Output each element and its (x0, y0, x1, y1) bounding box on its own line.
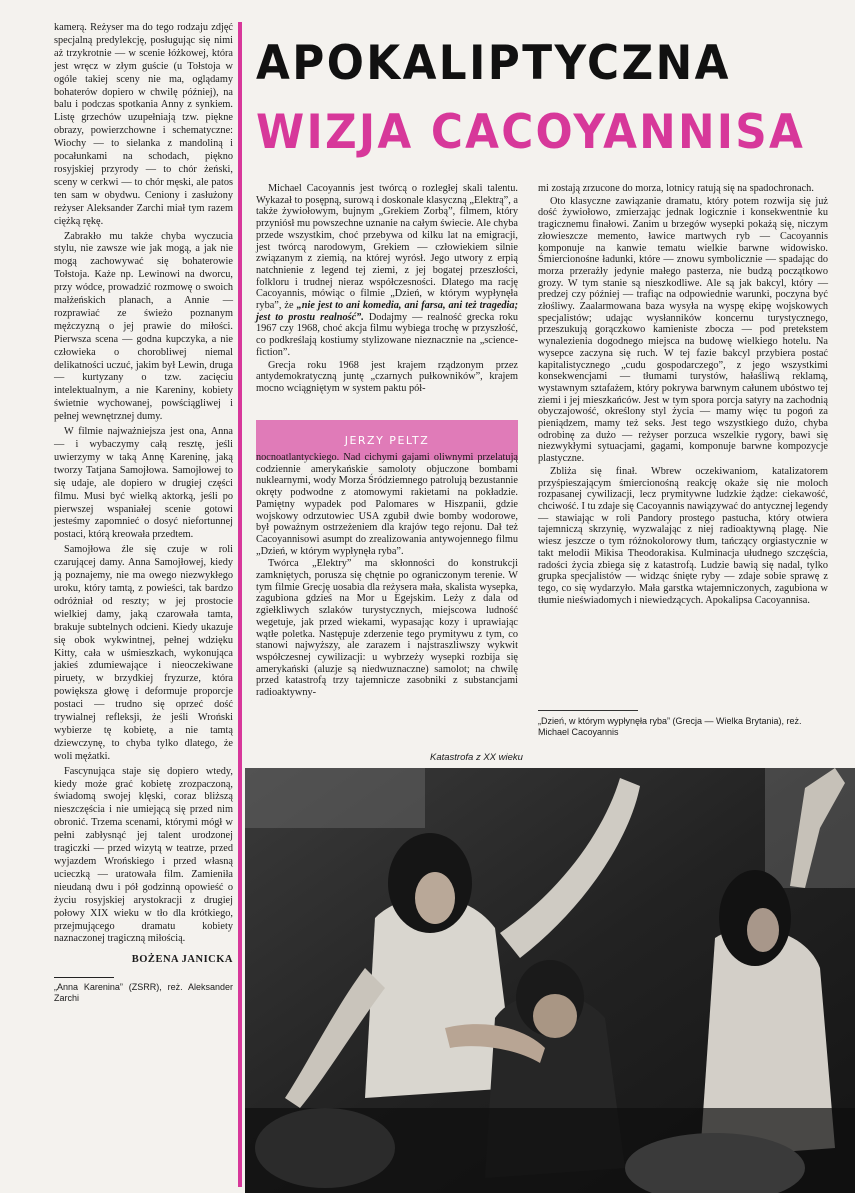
left-paragraph: Zabrakło mu także chyba wyczucia stylu, nie zawsze wie jak mogą, a jak nie mogą zachowywać się bohaterowie Tołstoja. Każe np. Lewinowi na dworcu, przy wódce, prowadzić rozmowę o swoich małżeńskich planach, a Annie — rozprawiać ze świeżo poznanym mężczyzną o jej prawie do miłości. Pierwsza scena — godna kupczyka, a nie człowieka o chorobliwej niemal delikatności uczuć, jakim był Lewin, druga — kurtyzany o tzw. zacięciu intelektualnym, a nie Kareniny, kobiety świetnie wychowanej, powściągliwej i pełnej wewnętrznej dumy. (54, 230, 233, 423)
article-paragraph: mi zostają zrzucone do morza, lotnicy ratują się na spadochronach. (538, 183, 814, 194)
photo-illustration (245, 768, 855, 1193)
article-paragraph: Oto klasyczne zawiązanie dramatu, który potem rozwija się już dość żywiołowo, zmierzając jednak logicznie i konsekwentnie ku tragicznemu finałowi. Zanim u brzegów wysepki pokażą się, niczym złowieszcze memento, ławice martwych ryb — Cacoyannis komponuje na kanwie tematu wielkie barwne widowisko. Śmiercionośne ładunki, które — znowu symbolicznie — spadając do morza przerażły jedynie małego pasterza, nie budzą początkowo grozy. W tym stanie są nieszkodliwe. Ale są jak bakcyl, który — predzej czy później — trafiąc na odpowiednie warunki, poczyna być złośliwy. Zaalarmowana baza wysyła na wyspę ekipę wojskowych specjalistów; udając wysłanników koncernu turystycznego, przeszukują gorączkowo kamieniste zbocza — pod pretekstem wynalezienia dogodnego miejsca na budowę wielkiego hotelu. Na wysepce zaczyna się ruch. W tej fazie bakcyl przybiera postać kapitalistycznego „cudu gospodarczego”, z jego wszystkimi konsekwencjami — tłumami turystów, hałaśliwą reklamą, wystawnym sztafażem, który pokrywa barwnym całunem ubóstwo tej ziemi i jej mieszkańców. Jest w tym spora porcja satyry na zachodnią obyczajowość, określony styl życia — mamy więc tu pogoń za pieniądzem, mamy też seks. Jest tego wszystkiego dużo, chyba odrobinę za dużo — reżyser porzuca wszelkie rygory, bawi się niezwykłymi sytuacjami, gagami, komponuje barwne kompozycje plastyczne. (538, 195, 828, 465)
article-paragraph: Grecja roku 1968 jest krajem rządzonym przez antydemokratyczną juntę „czarnych pułkowników”, krajem mocno wciągniętym w system paktu pół- (256, 359, 518, 394)
photo-caption: Katastrofa z XX wieku (430, 752, 523, 763)
left-column (54, 22, 233, 1182)
left-paragraph: W filmie najważniejsza jest ona, Anna — i wybaczymy całą resztę, jeśli uwierzymy w taką Annę Kareninę, jaką tworzy Tatjana Samojłowa. Samojłowej to się udaje, ale dopiero w drugiej części filmu. Musi być wielką aktorką, jeśli po pierwszej wspaniałej scenie gotowi jesteśmy zapomnieć o dosyć niefortunnej postaci, którą kreowała przedtem. (54, 426, 233, 541)
article-text: Dodajmy — realność grecka roku 1967 czy 1968, choć akcja filmu wybiega trochę w przyszłość, co podkreślają kostiumy stylizowane nieznacznie na „science-fiction”. (256, 311, 518, 358)
left-paragraph: Samojłowa źle się czuje w roli czarującej damy. Anna Samojłowej, kiedy ją poznajemy, nie ma owego niezwykłego uroku, który tamtą, z powieści, tak bardzo odróżniał od reszty; w jej prostocie wielkiej damy, jaką czarowała tamta, brakuje subtelnych odcieni. Kiedy ukazuje się obok wykwintnej, pełnej wdzięku Kitty, cała w uśmieszkach, wykonująca jakieś zdumiewające i nieoczekiwane piruety, w brzydkiej fryzurze, która powiększa głowę i deformuje proporcje postaci — trudno się oprzeć dość trywialnej refleksji, że jeśli Wroński wybierze tę kobietę, a nie tamtą dziewczynę, to chyba tylko dlatego, że woli mężatki. (54, 544, 233, 762)
quote: „nie jest to ani komedia, ani farsa, ani też tragedia; jest to prostu realność”. (256, 300, 518, 323)
middle-column-top (256, 183, 518, 396)
left-caption: „Anna Karenina” (ZSRR), reż. Aleksander Zarchi (54, 982, 233, 1004)
article-paragraph: nocnoatlantyckiego. Nad cichymi gajami oliwnymi przelatują codziennie amerykańskie samoloty objuczone bombami nuklearnymi, wody Morza Śródziemnego patrolują bezustannie okręty podwodne z atomowymi rakietami na pokładzie. Pamiętny wypadek pod Palomares w Hiszpanii, gdzie wojskowy odrzutowiec USA zgubił dwie bomby wodorowe, był poważnym ostrzeżeniem dla krajów tego rejonu. Dał też Cacoyannisowi asumpt do zrealizowania antywojennego filmu „Dzień, w którym wypłynęła ryba”. (256, 452, 518, 557)
right-column (538, 183, 828, 607)
author-byline: JERZY PELTZ (256, 420, 518, 460)
article-paragraph: Zbliża się finał. Wbrew oczekiwaniom, katalizatorem przyśpieszającym śmiercionośną reakcję okaże się nie moloch rozpasanej cywilizacji, lecz prymitywne ludzkie żądze: ciekawość, chciwość. I tu zdaje się Cacoyannis nawiązywać do antycznej legendy — stawiając w roli Pandory prostego pastucha, który otwiera tajemniczą skrzynię, wyzwalając z niej radioaktywną plagę. Nie wiesz jeszcze o tym różnokolorowy tłum, tańczący orgiastycznie w takt melodii Mikisa Theodorakisa. Kulminacja ułudnego szczęścia, radości życia zbiega się z katastrofą. Ludzie bawią się nadal, tylko grupka specjalistów — widząc śnięte ryby — zdaje sobie sprawę z tego, co się wydarzyło. Mała garstka wtajemniczonych, zagubiona w tłumie nieświadomych i niewiedzących. Apokalipsa Cacoyannisa. (538, 465, 828, 606)
headline-line2: WIZJA CACOYANNISA (256, 105, 806, 160)
article-paragraph (256, 183, 518, 359)
left-paragraph: kamerą. Reżyser ma do tego rodzaju zdjęć specjalną predylekcję, posługując się nimi aż trzykrotnie — w scenie łóżkowej, która jest wręcz w złym guście (u Tołstoja w ogóle takiej sceny nie ma, oglądamy bohaterów dopiero w chwilę później), na balu i podczas spotkania Anny z synkiem. Listę grzechów uzupełniają tzw. piękne obrazy, powierzchowne i schematyczne: Wiochy — to sielanka z mandoliną i pocałunkami na schodach, piękno rosyjskiej przyrody — to chór żeński, sceny w cerkwi — to chór męski, ale patos ten sam w obydwu. Ceniony i zasłużony reżyser Aleksander Zarchi miał tym razem ciężką rękę. (54, 22, 233, 227)
film-still-photo (245, 768, 855, 1193)
caption-rule (538, 710, 638, 711)
headline-line1: APOKALIPTYCZNA (256, 36, 731, 91)
accent-divider (238, 22, 242, 1187)
caption-rule (54, 977, 114, 978)
left-paragraph: Fascynująca staje się dopiero wtedy, kiedy może grać kobietę zrozpaczoną, świadomą swojej klęski, coraz bliższą nieszczęścia i nie umiejącą się przed nim obronić. Trzema scenami, którymi mógł w pełni zabłysnąć jej talent urodzonej tragiczki — przed wizytą w teatrze, przed wyjazdem Wrońskiego i przed własną ucieczką — uratowała film. Zamieniła nieudaną dwu i pół godzinną opowieść o życiu rosyjskiej arystokracji z drugiej połowy XIX wieku w tło dla krótkiego, przejmującego dramatu kobiety naznaczonej tragiczną miłością. (54, 765, 233, 945)
middle-column-bottom (256, 452, 518, 700)
article-paragraph: Twórca „Elektry” ma skłonności do konstrukcji zamkniętych, porusza się chętnie po ograniczonym terenie. W tym filmie Grecję uosabia dla reżysera mała, skalista wysepka, zagubiona gdzieś na Mor u Egejskim. Leży z dala od zgiełkliwych szlaków turystycznych, miejscowa ludność wegetuje, jak przed wiekami, wypasając kozy i uprawiając wątłe poletka. Następuje zderzenie tego prymitywu z tym, co stanowi najwyższy, ale zarazem i najstraszliwszy wykwit współczesnej cywilizacji: u wybrzeży wysepki rozbija się amerykański (aluzje są niedwuznaczne) samolot; na chwilę przed katastrofą trzy tajemnicze zasobniki z substancjami radioaktywny- (256, 558, 518, 699)
article-text: Michael Cacoyannis jest twórcą o rozległej skali talentu. Wykazał to posępną, surową i doskonale klasyczną „Elektrą”, a także żywiołowym, bujnym „Grekiem Zorbą”, filmem, który przyniósł mu powszechne uznanie na całym świecie. Ale chyba przede wszystkim, choć przebywa od kilku lat na emigracji, jest twórcą narodowym, Grekiem — człowiekiem silnie związanym z ziemią, na której wyrósł. Jego utwory z erpią natchnienie z legend tej ziemi, z jej bogatej przeszłości, folkloru i trudnej nieraz współczesności. Dlatego ma rację Cacoyannis, mówiąc o filmie „Dzień, w którym wypłynęła ryba”, że (256, 183, 518, 312)
film-caption: „Dzień, w którym wypłynęła ryba” (Grecja — Wielka Brytania), reż. Michael Cacoyannis (538, 716, 802, 737)
left-signature: BOŻENA JANICKA (131, 954, 233, 966)
